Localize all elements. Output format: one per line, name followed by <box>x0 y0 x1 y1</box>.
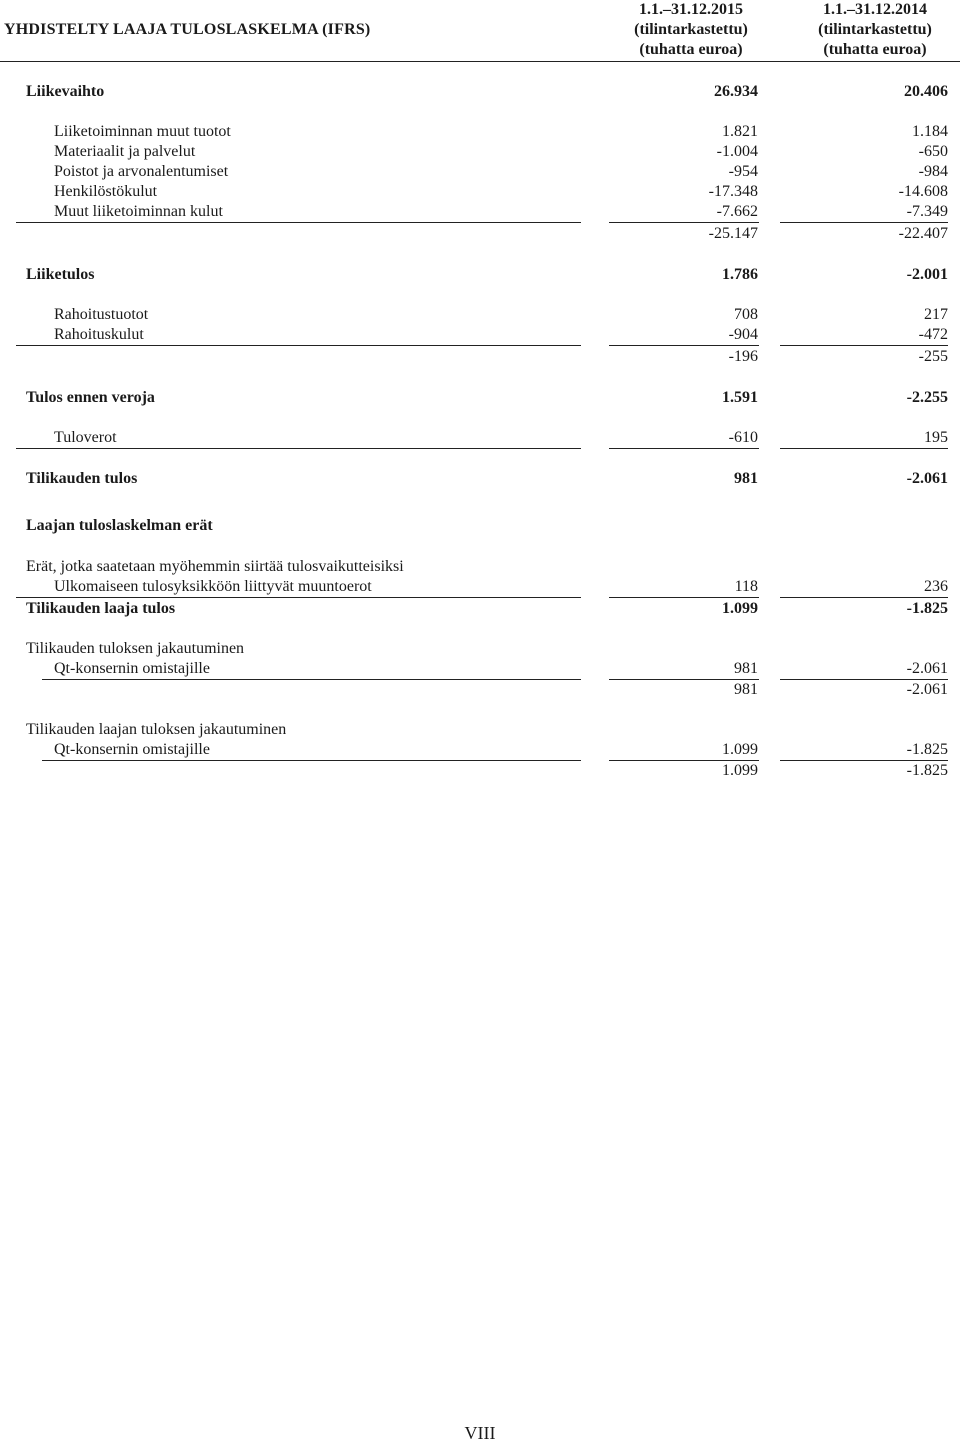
value-2015: 1.099 <box>722 600 758 617</box>
value-2014: -2.255 <box>906 389 948 406</box>
value-2015: -196 <box>728 348 758 365</box>
value-2015: 1.821 <box>722 123 758 140</box>
table-row <box>26 599 960 619</box>
value-2014: -1.825 <box>906 741 948 758</box>
value-2014: 195 <box>924 429 948 446</box>
rule <box>609 222 759 223</box>
row-label: Muut liiketoiminnan kulut <box>54 203 223 220</box>
row-label: Qt-konsernin omistajille <box>54 741 210 758</box>
value-2015: -610 <box>728 429 758 446</box>
value-2014: -650 <box>918 143 948 160</box>
row-label: Ulkomaiseen tulosyksikköön liittyvät muuntoerot <box>54 578 372 595</box>
value-2015: -904 <box>728 326 758 343</box>
table-row <box>26 388 960 408</box>
value-2014: -1.825 <box>906 600 948 617</box>
table-row <box>54 659 960 679</box>
row-label: Laajan tuloslaskelman erät <box>26 517 213 534</box>
value-2014: -22.407 <box>898 225 948 242</box>
value-2015: -1.004 <box>716 143 758 160</box>
value-2015: 981 <box>734 470 758 487</box>
table-row <box>26 720 960 740</box>
table-row <box>26 469 960 489</box>
section-heading <box>26 516 960 536</box>
row-label: Erät, jotka saatetaan myöhemmin siirtää tulosvaikutteisiksi <box>26 558 404 575</box>
rule <box>16 345 581 346</box>
table-row <box>54 202 960 222</box>
value-2015: -25.147 <box>708 225 758 242</box>
value-2014: -14.608 <box>898 183 948 200</box>
row-label: Tilikauden laajan tuloksen jakautuminen <box>26 721 287 738</box>
row-label: Liikevaihto <box>26 83 105 100</box>
subtotal-row <box>54 761 960 781</box>
table-row <box>54 325 960 345</box>
table-row <box>26 82 960 102</box>
row-label: Tilikauden tulos <box>26 470 138 487</box>
subtotal-row <box>54 680 960 700</box>
row-label: Tilikauden tuloksen jakautuminen <box>26 640 245 657</box>
value-2015: 708 <box>734 306 758 323</box>
rule <box>16 597 581 598</box>
page-number: VIII <box>464 1423 496 1443</box>
value-2014: -2.001 <box>906 266 948 283</box>
column-audit-2014: (tilintarkastettu) <box>818 21 932 38</box>
value-2014: -2.061 <box>906 681 948 698</box>
column-period-2014: 1.1.–31.12.2014 <box>823 1 927 18</box>
rule <box>609 448 759 449</box>
table-row <box>26 557 960 577</box>
column-header-2015 <box>606 0 776 60</box>
subtotal-row <box>54 224 960 244</box>
value-2014: -7.349 <box>906 203 948 220</box>
rule <box>780 448 948 449</box>
row-label: Tilikauden laaja tulos <box>26 600 176 617</box>
table-row <box>54 305 960 325</box>
value-2015: -17.348 <box>708 183 758 200</box>
row-label: Rahoituskulut <box>54 326 144 343</box>
subtotal-row <box>54 347 960 367</box>
value-2015: 1.099 <box>722 762 758 779</box>
table-row <box>54 428 960 448</box>
value-2014: 20.406 <box>904 83 948 100</box>
table-row <box>26 639 960 659</box>
row-label: Tuloverot <box>54 429 117 446</box>
row-label: Qt-konsernin omistajille <box>54 660 210 677</box>
column-period-2015: 1.1.–31.12.2015 <box>639 1 743 18</box>
rule <box>609 345 759 346</box>
value-2014: -2.061 <box>906 660 948 677</box>
value-2015: 1.786 <box>722 266 758 283</box>
value-2014: -255 <box>918 348 948 365</box>
table-row <box>54 182 960 202</box>
row-label: Rahoitustuotot <box>54 306 149 323</box>
column-audit-2015: (tilintarkastettu) <box>634 21 748 38</box>
table-row <box>54 577 960 597</box>
column-unit-2014: (tuhatta euroa) <box>823 41 927 58</box>
value-2014: -1.825 <box>906 762 948 779</box>
table-row <box>54 122 960 142</box>
column-unit-2015: (tuhatta euroa) <box>639 41 743 58</box>
value-2015: 26.934 <box>714 83 758 100</box>
row-label: Henkilöstökulut <box>54 183 158 200</box>
value-2014: -472 <box>918 326 948 343</box>
value-2015: 1.099 <box>722 741 758 758</box>
statement-title: YHDISTELTY LAAJA TULOSLASKELMA (IFRS) <box>4 21 371 38</box>
rule <box>16 448 581 449</box>
header-divider <box>0 61 960 62</box>
value-2014: 1.184 <box>912 123 948 140</box>
rule <box>780 345 948 346</box>
row-label: Materiaalit ja palvelut <box>54 143 196 160</box>
rule <box>780 597 948 598</box>
value-2015: 118 <box>734 578 758 595</box>
value-2014: 217 <box>924 306 948 323</box>
row-label: Tulos ennen veroja <box>26 389 155 406</box>
table-row <box>54 142 960 162</box>
rule <box>609 597 759 598</box>
value-2015: 981 <box>734 681 758 698</box>
row-label: Liiketoiminnan muut tuotot <box>54 123 231 140</box>
table-row <box>26 265 960 285</box>
value-2014: 236 <box>924 578 948 595</box>
value-2015: 1.591 <box>722 389 758 406</box>
value-2014: -2.061 <box>906 470 948 487</box>
table-row <box>54 162 960 182</box>
row-label: Liiketulos <box>26 266 95 283</box>
table-row <box>54 740 960 760</box>
column-header-2014 <box>790 0 960 60</box>
value-2015: 981 <box>734 660 758 677</box>
value-2015: -954 <box>728 163 758 180</box>
rule <box>780 222 948 223</box>
rule <box>16 222 581 223</box>
value-2015: -7.662 <box>716 203 758 220</box>
value-2014: -984 <box>918 163 948 180</box>
row-label: Poistot ja arvonalentumiset <box>54 163 229 180</box>
